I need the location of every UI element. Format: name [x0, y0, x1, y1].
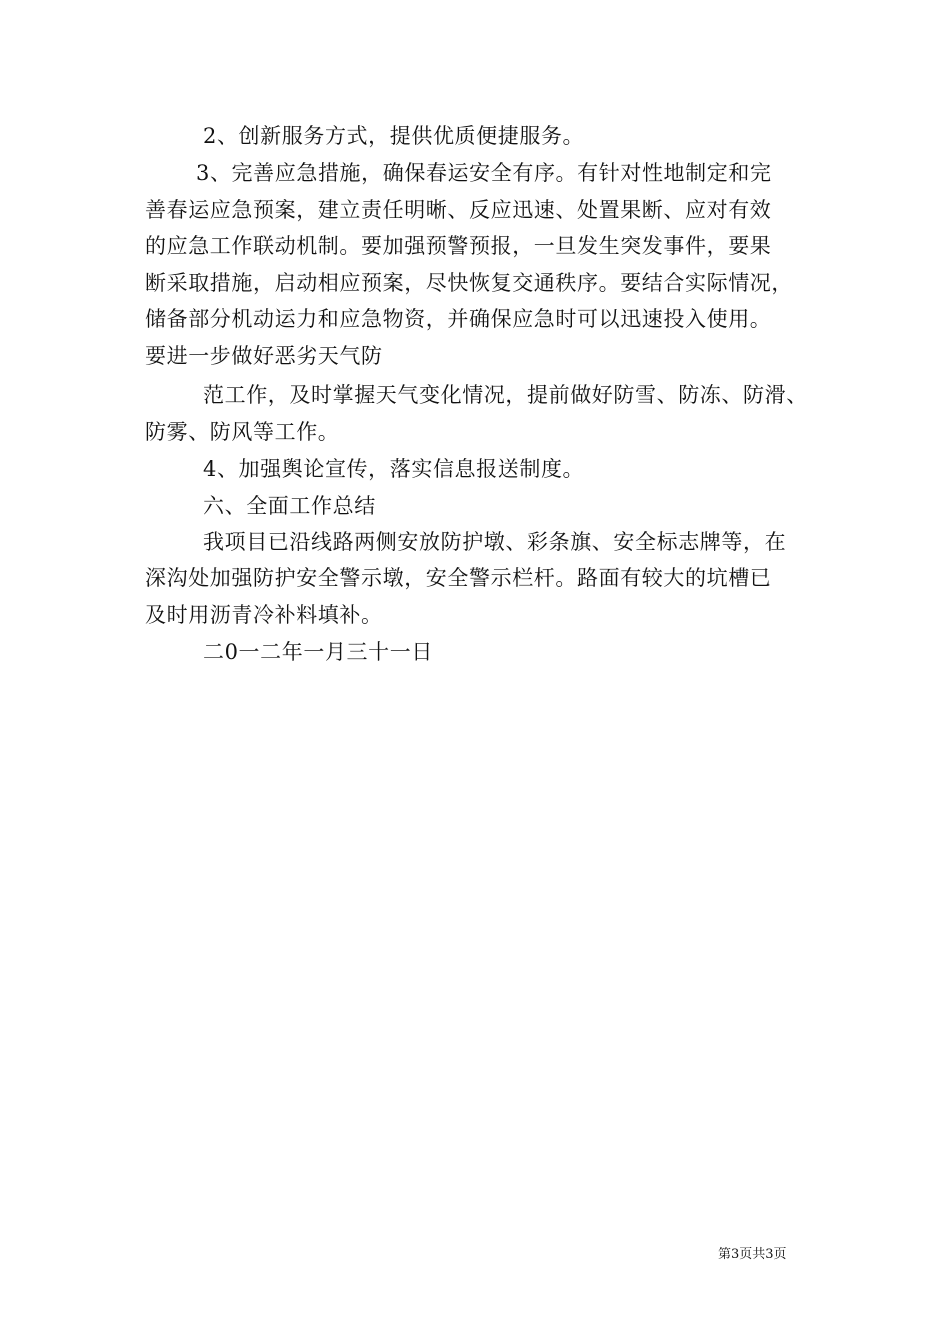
paragraph-line: 储备部分机动运力和应急物资，并确保应急时可以迅速投入使用。 [145, 307, 772, 331]
paragraph-line: 深沟处加强防护安全警示墩，安全警示栏杆。路面有较大的坑槽已 [145, 566, 772, 590]
document-date: 二0一二年一月三十一日 [203, 640, 433, 664]
paragraph-line: 要进一步做好恶劣天气防 [145, 344, 383, 368]
paragraph-line: 4、加强舆论宣传，落实信息报送制度。 [203, 457, 585, 481]
paragraph-line: 断采取措施，启动相应预案，尽快恢复交通秩序。要结合实际情况， [145, 271, 793, 295]
paragraph-line: 我项目已沿线路两侧安放防护墩、彩条旗、安全标志牌等，在 [203, 530, 787, 554]
page-indicator: 第3页共3页 [718, 1247, 787, 1262]
paragraph-line: 范工作，及时掌握天气变化情况，提前做好防雪、防冻、防滑、 [203, 383, 808, 407]
section-heading: 六、全面工作总结 [203, 494, 376, 518]
paragraph-line: 的应急工作联动机制。要加强预警预报，一旦发生突发事件，要果 [145, 234, 772, 258]
paragraph-line: 2、创新服务方式，提供优质便捷服务。 [203, 124, 585, 148]
paragraph-line: 善春运应急预案，建立责任明晰、反应迅速、处置果断、应对有效 [145, 198, 772, 222]
paragraph-line: 防雾、防风等工作。 [145, 420, 340, 444]
paragraph-line: 3、完善应急措施，确保春运安全有序。有针对性地制定和完 [196, 161, 772, 185]
paragraph-line: 及时用沥青冷补料填补。 [145, 603, 383, 627]
